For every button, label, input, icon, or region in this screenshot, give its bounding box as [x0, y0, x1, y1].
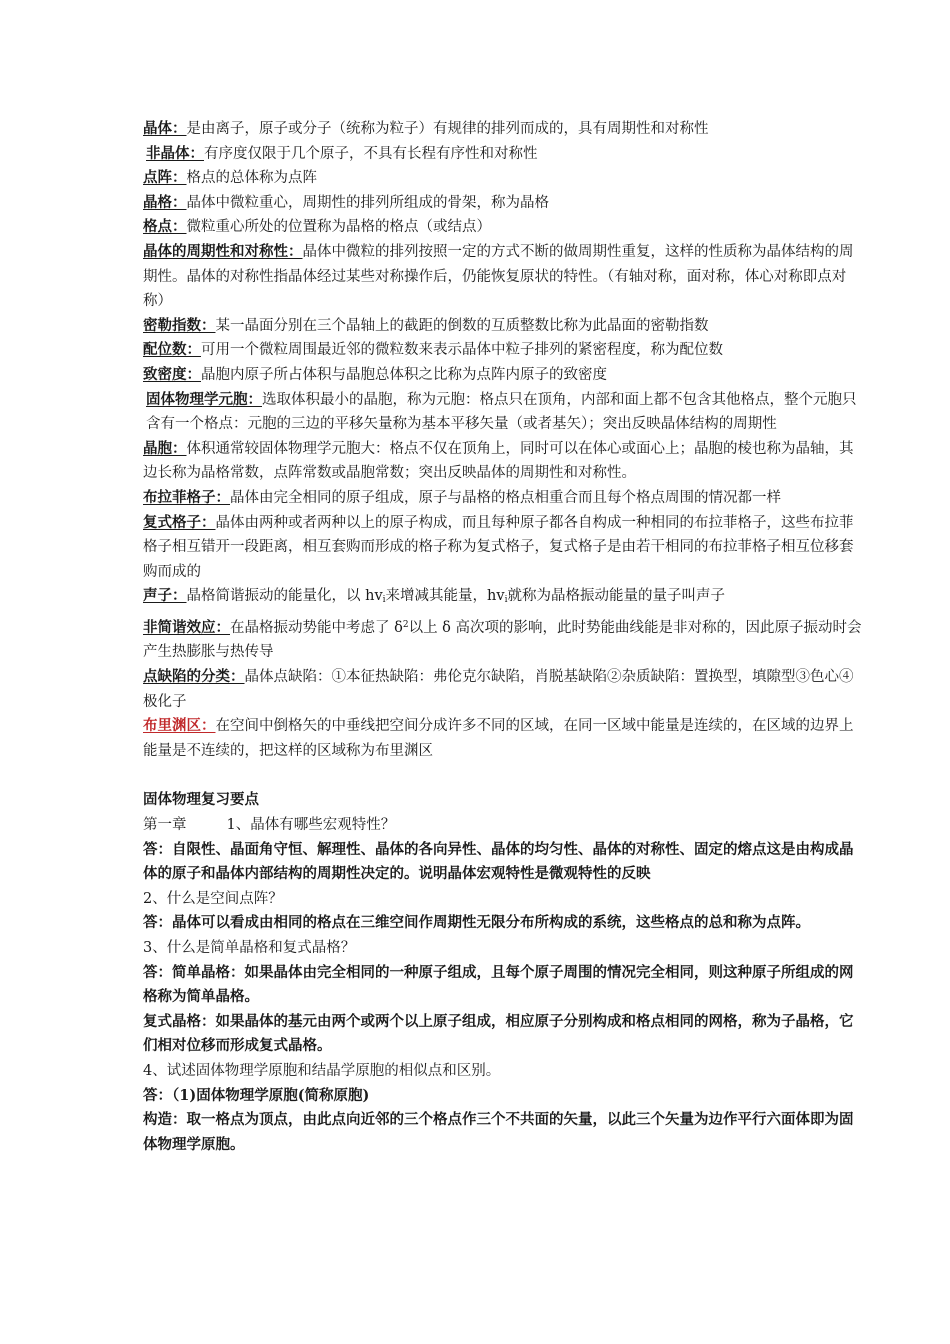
term: 点缺陷的分类：	[143, 668, 245, 686]
definition-miller-index	[143, 314, 863, 339]
definition-text: 来增减其能量，hv	[385, 588, 505, 605]
answer-3-simple: 答：简单晶格：如果晶体由完全相同的一种原子组成，且每个原子周围的情况完全相同，则这种原子所组成的网格称为简单晶格。	[143, 963, 854, 1006]
question-1	[143, 813, 863, 838]
definition-crystal	[143, 117, 863, 142]
definition-primitive-cell	[143, 388, 863, 437]
definition-unit-cell	[143, 437, 863, 486]
question-3: 3、什么是简单晶格和复式晶格？	[143, 940, 356, 956]
definition-brillouin	[143, 714, 863, 763]
definition-lattice	[143, 191, 863, 216]
term: 非晶体：	[146, 144, 204, 162]
definition-text: 晶胞内原子所占体积与晶胞总体积之比称为点阵内原子的致密度	[201, 366, 607, 383]
definition-text: 以上 δ 高次项的影响，此时势能曲线能是非对称的，因此原子振动时会产生热膨胀与热传导	[143, 619, 862, 661]
term: 密勒指数：	[143, 316, 216, 334]
term: 布拉菲格子：	[143, 488, 230, 506]
subscript: i	[504, 595, 508, 606]
definition-text: 格点的总体称为点阵	[186, 170, 317, 187]
definition-text: 某一晶面分别在三个晶轴上的截距的倒数的互质整数比称为此晶面的密勒指数	[215, 317, 709, 334]
definition-text: 就称为晶格振动能量的量子叫声子	[507, 588, 725, 605]
question-4: 4、试述固体物理学原胞和结晶学原胞的相似点和区别。	[143, 1062, 501, 1079]
term: 致密度：	[143, 365, 201, 383]
definition-text: 晶格简谐振动的能量化，以 hv	[186, 588, 383, 605]
answer-1: 答：自限性、晶面角守恒、解理性、晶体的各向异性、晶体的均匀性、晶体的对称性、固定的熔点这是由构成晶体的原子和晶体内部结构的周期性决定的。说明晶体宏观特性是微观特性的反映	[143, 840, 854, 883]
definition-packing	[143, 363, 863, 388]
definition-complex-lattice	[143, 511, 863, 585]
term: 布里渊区：	[143, 717, 216, 735]
definition-text: 是由离子，原子或分子（统称为粒子）有规律的排列而成的，具有周期性和对称性	[186, 121, 709, 137]
definition-text: 微粒重心所处的位置称为晶格的格点（或结点）	[186, 219, 491, 236]
answer-4-body: 构造：取一格点为顶点，由此点向近邻的三个格点作三个不共面的矢量，以此三个矢量为边作平行六面体即为固体物理学原胞。	[143, 1111, 854, 1153]
definition-text: 晶体中微粒的排列按照一定的方式不断的做周期性重复，这样的性质称为晶体结构的周期性。晶体的对称性指晶体经过某些对称操作后，仍能恢复原状的特性。（有轴对称，面对称，体心对称即点对称）	[143, 243, 854, 310]
term: 晶体的周期性和对称性：	[143, 242, 303, 260]
chapter-label: 第一章	[143, 817, 187, 834]
definition-text: 选取体积最小的晶胞，称为元胞：格点只在顶角，内部和面上都不包含其他格点，整个元胞只含有一个格点：元胞的三边的平移矢量称为基本平移矢量（或者基矢）；突出反映晶体结构的周期性	[146, 391, 857, 433]
definition-text: 有序度仅限于几个原子，不具有长程有序性和对称性	[204, 145, 538, 162]
answer-2: 答：晶体可以看成由相同的格点在三维空间作周期性无限分布所构成的系统，这些格点的总和称为点阵。	[143, 914, 810, 932]
subscript: i	[382, 595, 386, 606]
term: 晶体：	[143, 120, 187, 137]
term: 非简谐效应：	[143, 618, 230, 636]
term: 晶格：	[143, 193, 187, 211]
definition-text: 晶体由完全相同的原子组成，原子与晶格的格点相重合而且每个格点周围的情况都一样	[230, 489, 781, 506]
definition-text: 在空间中倒格矢的中垂线把空间分成许多不同的区域，在同一区域中能量是连续的，在区域的边界上能量是不连续的，把这样的区域称为布里渊区	[143, 718, 854, 759]
answer-4-heading: 答：（1)固体物理学原胞(简称原胞)	[143, 1086, 370, 1104]
term: 点阵：	[143, 169, 187, 187]
term: 格点：	[143, 218, 187, 236]
definition-periodicity	[143, 240, 863, 314]
definition-amorphous	[143, 142, 863, 167]
superscript: 2	[402, 619, 409, 630]
definition-text: 在晶格振动势能中考虑了 δ	[230, 619, 403, 636]
term: 固体物理学元胞：	[146, 390, 262, 408]
question-2: 2、什么是空间点阵？	[143, 890, 283, 907]
definition-bravais	[143, 486, 863, 511]
definition-anharmonic	[143, 613, 863, 665]
definition-phonon	[143, 584, 863, 613]
definition-point-defects	[143, 665, 863, 714]
term: 声子：	[143, 587, 187, 605]
answer-3-complex: 复式晶格：如果晶体的基元由两个或两个以上原子组成，相应原子分别构成和格点相同的网格，称为子晶格，它们相对位移而形成复式晶格。	[143, 1012, 854, 1055]
term: 配位数：	[143, 341, 201, 359]
review-title: 固体物理复习要点	[143, 791, 259, 809]
question-text: 1、晶体有哪些宏观特性？	[226, 817, 396, 834]
definition-text: 晶体中微粒重心，周期性的排列所组成的骨架，称为晶格	[186, 194, 549, 211]
definition-coordination	[143, 338, 863, 363]
term: 晶胞：	[143, 439, 187, 457]
definition-lattice-points	[143, 166, 863, 191]
document-content	[143, 117, 863, 1157]
term: 复式格子：	[143, 513, 216, 531]
definition-grid-point	[143, 215, 863, 240]
definition-text: 可用一个微粒周围最近邻的微粒数来表示晶体中粒子排列的紧密程度，称为配位数	[201, 342, 723, 359]
definition-text: 晶体由两种或者两种以上的原子构成，而且每种原子都各自构成一种相同的布拉菲格子，这些布拉菲格子相互错开一段距离，相互套购而形成的格子称为复式格子，复式格子是由若干相同的布拉菲格子相互位移套购而成的	[143, 514, 854, 580]
definition-text: 体积通常较固体物理学元胞大：格点不仅在顶角上，同时可以在体心或面心上；晶胞的棱也称为晶轴，其边长称为晶格常数，点阵常数或晶胞常数；突出反映晶体的周期性和对称性。	[143, 440, 854, 482]
section-gap	[143, 763, 863, 788]
definition-text: 晶体点缺陷：①本征热缺陷：弗伦克尔缺陷，肖脱基缺陷②杂质缺陷：置换型，填隙型③色心④极化子	[143, 669, 854, 710]
